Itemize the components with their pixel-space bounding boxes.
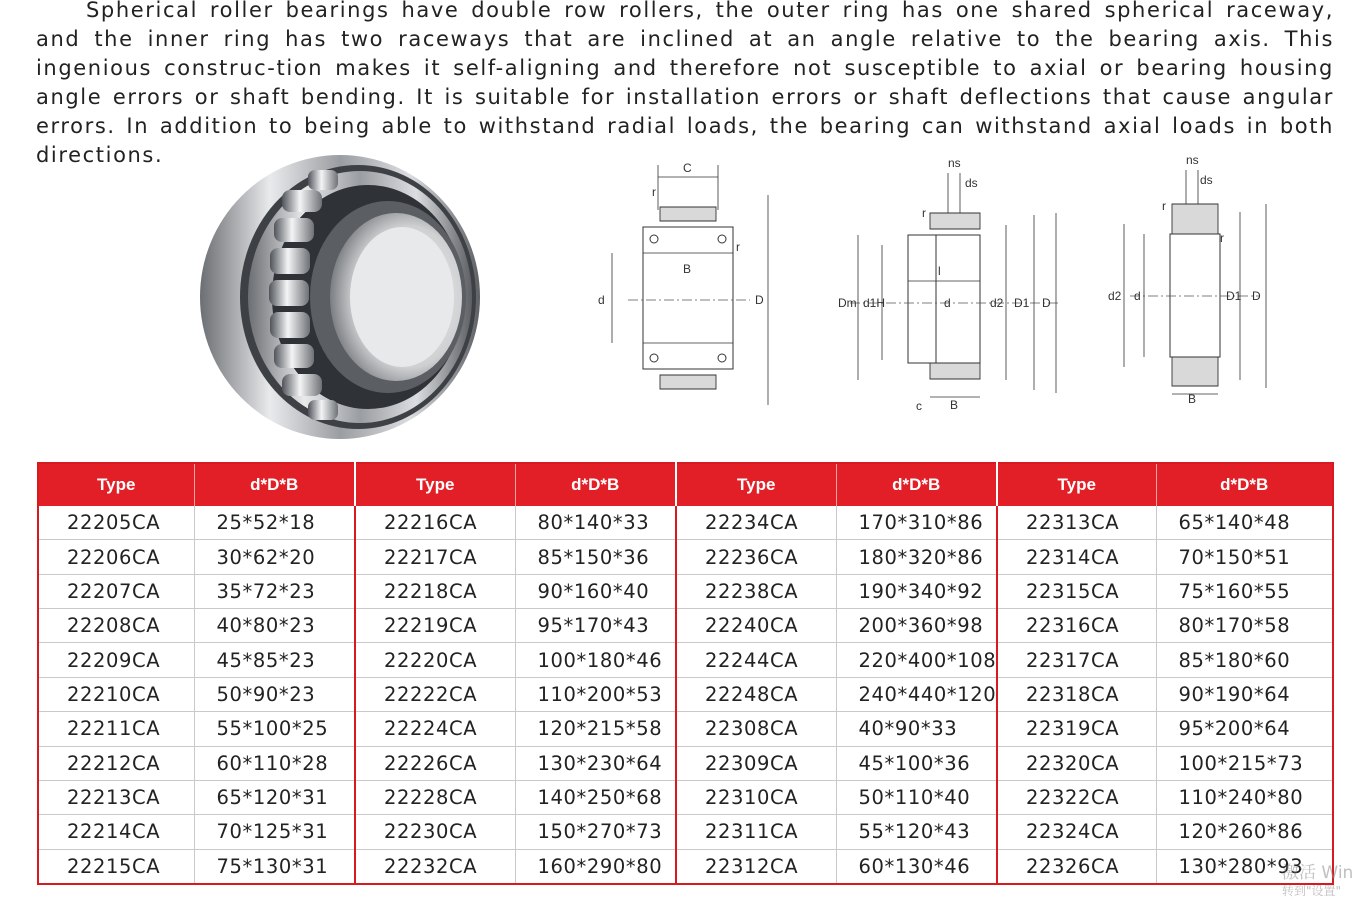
dims-cell: 30*62*20 bbox=[194, 540, 355, 574]
dims-cell: 130*230*64 bbox=[515, 746, 676, 780]
type-cell: 22315CA bbox=[997, 574, 1156, 608]
dims-cell: 65*120*31 bbox=[194, 780, 355, 814]
dims-cell: 150*270*73 bbox=[515, 815, 676, 849]
label-l: l bbox=[938, 264, 941, 278]
label-d2-2: d2 bbox=[1108, 289, 1122, 303]
dims-cell: 120*260*86 bbox=[1156, 815, 1333, 849]
type-cell: 22313CA bbox=[997, 506, 1156, 540]
label-B-2: B bbox=[950, 398, 959, 412]
type-cell: 22309CA bbox=[676, 746, 836, 780]
table-row bbox=[38, 540, 1333, 574]
dims-cell: 100*215*73 bbox=[1156, 746, 1333, 780]
label-ds-2: ds bbox=[1200, 173, 1213, 187]
dims-cell: 80*140*33 bbox=[515, 506, 676, 540]
dims-cell: 100*180*46 bbox=[515, 643, 676, 677]
type-cell: 22311CA bbox=[676, 815, 836, 849]
dims-cell: 80*170*58 bbox=[1156, 609, 1333, 643]
label-r-2: r bbox=[736, 240, 740, 254]
table-row bbox=[38, 746, 1333, 780]
type-cell: 22207CA bbox=[38, 574, 194, 608]
type-cell: 22213CA bbox=[38, 780, 194, 814]
type-cell: 22226CA bbox=[355, 746, 515, 780]
type-cell: 22222CA bbox=[355, 677, 515, 711]
dims-cell: 40*90*33 bbox=[836, 712, 997, 746]
dims-cell: 140*250*68 bbox=[515, 780, 676, 814]
type-cell: 22209CA bbox=[38, 643, 194, 677]
bearing-spec-table bbox=[37, 462, 1334, 885]
label-d: d bbox=[598, 293, 605, 307]
type-cell: 22228CA bbox=[355, 780, 515, 814]
intro-text: Spherical roller bearings have double row rollers, the outer ring has one shared spherical raceway, and the inner ring has two raceways that are inclined at an angle relative to the bearing axis. This ingenious construc-tion makes it self-aligning and therefore not susceptible to axial or bearing housing angle errors or shaft bending. It is suitable for installation errors or shaft deflections that cause angular errors. In addition to being able to withstand radial loads, the bearing can withstand axial loads in both directions. bbox=[36, 0, 1334, 167]
type-cell: 22210CA bbox=[38, 677, 194, 711]
dims-cell: 65*140*48 bbox=[1156, 506, 1333, 540]
label-dm: Dm bbox=[838, 296, 857, 310]
dims-cell: 190*340*92 bbox=[836, 574, 997, 608]
header-dims-2: d*D*B bbox=[515, 463, 676, 506]
dims-cell: 240*440*120 bbox=[836, 677, 997, 711]
label-d1-1: D1 bbox=[1014, 296, 1030, 310]
dims-cell: 220*400*108 bbox=[836, 643, 997, 677]
header-type-2: Type bbox=[355, 463, 515, 506]
type-cell: 22224CA bbox=[355, 712, 515, 746]
header-type-4: Type bbox=[997, 463, 1156, 506]
dims-cell: 90*160*40 bbox=[515, 574, 676, 608]
dims-cell: 85*180*60 bbox=[1156, 643, 1333, 677]
type-cell: 22218CA bbox=[355, 574, 515, 608]
dims-cell: 75*130*31 bbox=[194, 849, 355, 884]
label-r-5: r bbox=[1220, 231, 1224, 245]
type-cell: 22312CA bbox=[676, 849, 836, 884]
type-cell: 22208CA bbox=[38, 609, 194, 643]
type-cell: 22211CA bbox=[38, 712, 194, 746]
dims-cell: 55*120*43 bbox=[836, 815, 997, 849]
label-r-1: r bbox=[652, 185, 656, 199]
type-cell: 22317CA bbox=[997, 643, 1156, 677]
type-cell: 22205CA bbox=[38, 506, 194, 540]
type-cell: 22314CA bbox=[997, 540, 1156, 574]
table-row bbox=[38, 815, 1333, 849]
type-cell: 22310CA bbox=[676, 780, 836, 814]
label-r-4: r bbox=[1162, 199, 1166, 213]
dims-cell: 120*215*58 bbox=[515, 712, 676, 746]
diagram-bearing-dimensions bbox=[1100, 152, 1280, 417]
header-dims-3: d*D*B bbox=[836, 463, 997, 506]
label-d-3: d bbox=[1134, 289, 1141, 303]
label-ns-1: ns bbox=[948, 156, 961, 170]
type-cell: 22220CA bbox=[355, 643, 515, 677]
type-cell: 22212CA bbox=[38, 746, 194, 780]
type-cell: 22219CA bbox=[355, 609, 515, 643]
header-type-1: Type bbox=[38, 463, 194, 506]
type-cell: 22319CA bbox=[997, 712, 1156, 746]
type-cell: 22318CA bbox=[997, 677, 1156, 711]
dims-cell: 180*320*86 bbox=[836, 540, 997, 574]
dims-cell: 95*200*64 bbox=[1156, 712, 1333, 746]
dims-cell: 110*240*80 bbox=[1156, 780, 1333, 814]
label-ns-2: ns bbox=[1186, 153, 1199, 167]
type-cell: 22316CA bbox=[997, 609, 1156, 643]
dims-cell: 40*80*23 bbox=[194, 609, 355, 643]
type-cell: 22308CA bbox=[676, 712, 836, 746]
table-row bbox=[38, 506, 1333, 540]
table-row bbox=[38, 849, 1333, 884]
label-b: B bbox=[683, 262, 692, 276]
label-d-2: d bbox=[944, 296, 951, 310]
label-B-3: B bbox=[1188, 392, 1197, 406]
table-row bbox=[38, 712, 1333, 746]
type-cell: 22326CA bbox=[997, 849, 1156, 884]
table-row bbox=[38, 643, 1333, 677]
table-row bbox=[38, 780, 1333, 814]
dims-cell: 90*190*64 bbox=[1156, 677, 1333, 711]
dims-cell: 160*290*80 bbox=[515, 849, 676, 884]
type-cell: 22215CA bbox=[38, 849, 194, 884]
dims-cell: 25*52*18 bbox=[194, 506, 355, 540]
dims-cell: 85*150*36 bbox=[515, 540, 676, 574]
dims-cell: 50*90*23 bbox=[194, 677, 355, 711]
os-activation-watermark: 激活 Win bbox=[1282, 863, 1354, 883]
header-dims-4: d*D*B bbox=[1156, 463, 1333, 506]
label-D-2: D bbox=[1042, 296, 1051, 310]
diagram-bearing-section bbox=[590, 155, 780, 415]
dims-cell: 75*160*55 bbox=[1156, 574, 1333, 608]
header-type-3: Type bbox=[676, 463, 836, 506]
dims-cell: 70*125*31 bbox=[194, 815, 355, 849]
type-cell: 22230CA bbox=[355, 815, 515, 849]
dims-cell: 95*170*43 bbox=[515, 609, 676, 643]
label-r-3: r bbox=[922, 206, 926, 220]
bearing-photo bbox=[190, 150, 490, 445]
type-cell: 22322CA bbox=[997, 780, 1156, 814]
table-row bbox=[38, 609, 1333, 643]
dims-cell: 45*85*23 bbox=[194, 643, 355, 677]
table-row bbox=[38, 574, 1333, 608]
type-cell: 22206CA bbox=[38, 540, 194, 574]
type-cell: 22240CA bbox=[676, 609, 836, 643]
type-cell: 22234CA bbox=[676, 506, 836, 540]
label-D-3: D bbox=[1252, 289, 1261, 303]
type-cell: 22248CA bbox=[676, 677, 836, 711]
dims-cell: 45*100*36 bbox=[836, 746, 997, 780]
header-dims-1: d*D*B bbox=[194, 463, 355, 506]
dims-cell: 200*360*98 bbox=[836, 609, 997, 643]
dims-cell: 70*150*51 bbox=[1156, 540, 1333, 574]
label-c: C bbox=[683, 161, 692, 175]
diagram-adapter-sleeve bbox=[830, 155, 1070, 420]
dims-cell: 55*100*25 bbox=[194, 712, 355, 746]
dims-cell: 60*110*28 bbox=[194, 746, 355, 780]
dims-cell: 130*280*93 bbox=[1156, 849, 1333, 884]
dims-cell: 60*130*46 bbox=[836, 849, 997, 884]
dims-cell: 110*200*53 bbox=[515, 677, 676, 711]
label-d1h: d1H bbox=[863, 296, 886, 310]
dims-cell: 50*110*40 bbox=[836, 780, 997, 814]
type-cell: 22324CA bbox=[997, 815, 1156, 849]
label-ds-1: ds bbox=[965, 176, 978, 190]
os-activation-watermark-sub: 转到"设置" bbox=[1282, 884, 1342, 898]
table-row bbox=[38, 677, 1333, 711]
type-cell: 22216CA bbox=[355, 506, 515, 540]
intro-paragraph bbox=[36, 0, 1334, 170]
dims-cell: 35*72*23 bbox=[194, 574, 355, 608]
label-c-2: c bbox=[916, 399, 922, 413]
type-cell: 22238CA bbox=[676, 574, 836, 608]
type-cell: 22320CA bbox=[997, 746, 1156, 780]
dims-cell: 170*310*86 bbox=[836, 506, 997, 540]
type-cell: 22236CA bbox=[676, 540, 836, 574]
type-cell: 22217CA bbox=[355, 540, 515, 574]
label-d1-2: D1 bbox=[1226, 289, 1242, 303]
type-cell: 22232CA bbox=[355, 849, 515, 884]
type-cell: 22244CA bbox=[676, 643, 836, 677]
label-D: D bbox=[755, 293, 764, 307]
type-cell: 22214CA bbox=[38, 815, 194, 849]
table-header-row bbox=[38, 463, 1333, 506]
label-d2-1: d2 bbox=[990, 296, 1004, 310]
